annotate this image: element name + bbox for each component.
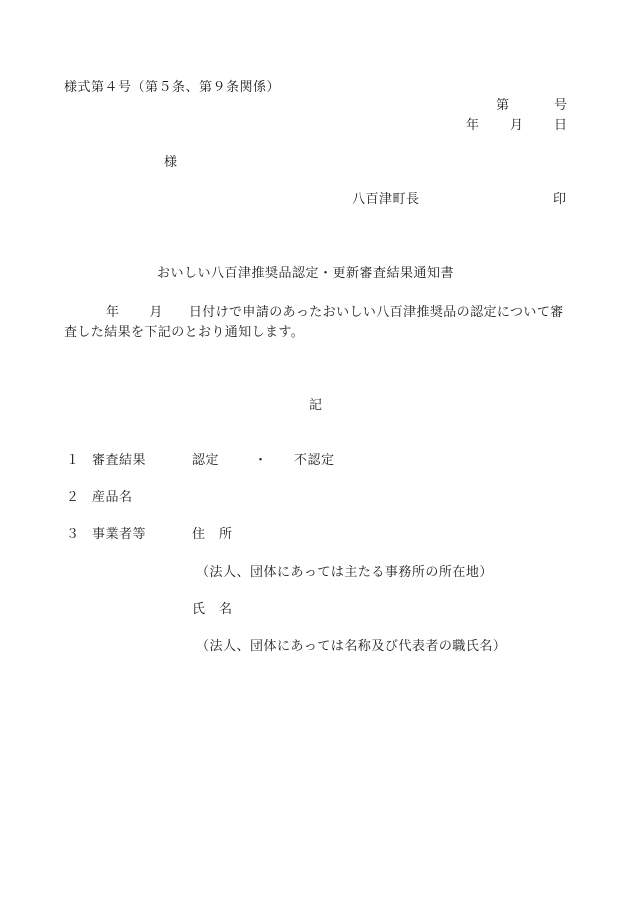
item2-number: ２ — [66, 490, 80, 505]
item3-label: 事業者等 — [92, 527, 147, 542]
body-text: 日付けで申請のあったおいしい八百津推奨品の認定について審査した結果を下記のとおり通知します。 — [64, 305, 564, 340]
item1-option-approved: 認定 — [192, 453, 220, 468]
date-year: 年 — [466, 118, 480, 133]
issuer-seal: 印 — [553, 192, 567, 207]
doc-number-go: 号 — [554, 98, 568, 113]
item1-number: １ — [66, 453, 80, 468]
item1-label: 審査結果 — [92, 453, 147, 468]
date-day: 日 — [554, 118, 568, 133]
body-year: 年 — [106, 305, 120, 320]
item1-separator: ・ — [254, 453, 268, 468]
item2-label: 産品名 — [92, 490, 133, 505]
item3-name-note: （法人、団体にあっては名称及び代表者の職氏名） — [196, 639, 507, 654]
item3-address-label: 住 所 — [192, 527, 233, 542]
form-number: 様式第４号（第５条、第９条関係） — [64, 80, 281, 95]
body-paragraph — [64, 303, 568, 343]
item3-name-label: 氏 名 — [192, 602, 233, 617]
date-month: 月 — [510, 118, 524, 133]
document-title: おいしい八百津推奨品認定・更新審査結果通知書 — [157, 266, 455, 281]
item3-number: ３ — [66, 527, 80, 542]
doc-number-dai: 第 — [496, 98, 510, 113]
issuer-title: 八百津町長 — [352, 192, 420, 207]
body-month: 月 — [149, 305, 163, 320]
item1-option-denied: 不認定 — [294, 453, 335, 468]
ki-heading: 記 — [309, 398, 323, 413]
recipient-suffix: 様 — [164, 155, 178, 170]
item3-address-note: （法人、団体にあっては主たる事務所の所在地） — [196, 565, 493, 580]
